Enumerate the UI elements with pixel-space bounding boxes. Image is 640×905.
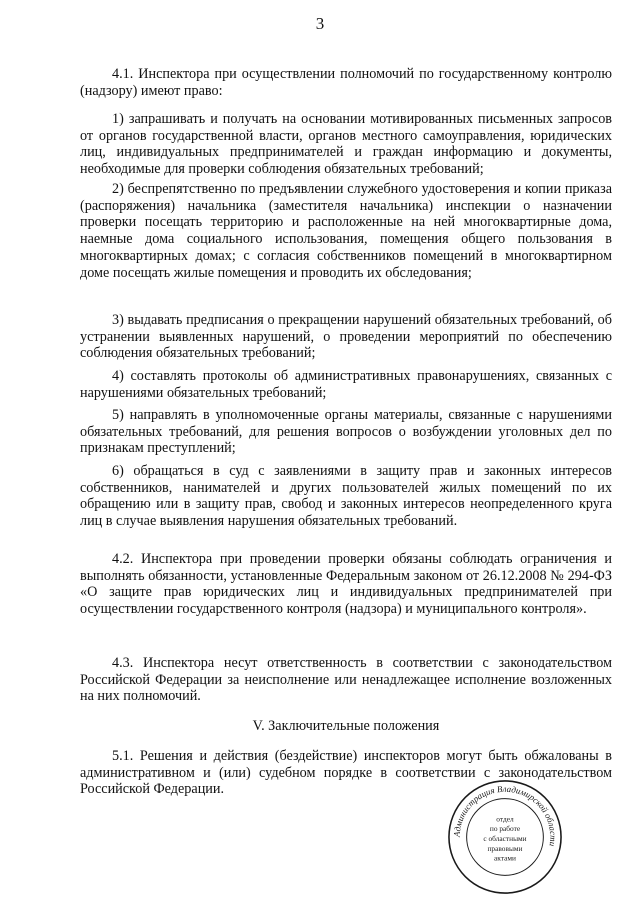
list-item-6: 6) обращаться в суд с заявлениями в защиту прав и законных интересов собственников, нанимателей и других пользователей жилых помещений по их обращению или в защиту прав, свобод и законных интересов неопределенного круга лиц в случае выявления нарушения обязательных требований.	[80, 463, 612, 530]
list-item-3: 3) выдавать предписания о прекращении нарушений обязательных требований, об устранении выявленных нарушений, о проведении мероприятий по обеспечению соблюдения обязательных требований;	[80, 312, 612, 362]
page-number: 3	[315, 14, 325, 33]
paragraph-4-1: 4.1. Инспектора при осуществлении полномочий по государственному контролю (надзору) имеют право:	[80, 66, 612, 99]
svg-text:по работе: по работе	[489, 824, 521, 834]
list-item-1: 1) запрашивать и получать на основании мотивированных письменных запросов от органов государственной власти, органов местного самоуправления, юридических лиц, индивидуальных предпринимателей и граждан информацию и документы, необходимые для проверки соблюдения обязательных требований;	[80, 111, 612, 178]
svg-text:Администрация Владимирской обл: Администрация Владимирской области	[451, 783, 559, 848]
list-item-5: 5) направлять в уполномоченные органы материалы, связанные с нарушениями обязательных требований, для решения вопросов о возбуждении уголовных дел по признакам преступлений;	[80, 407, 612, 457]
official-stamp	[446, 778, 564, 896]
svg-text:актами: актами	[494, 853, 516, 863]
list-item-2: 2) беспрепятственно по предъявлении служебного удостоверения и копии приказа (распоряжения) начальника (заместителя начальника) инспекции о назначении проверки посещать территорию и расположенные на ней многоквартирные дома, наемные дома социального использования, помещения общего пользования в многоквартирных домах; с согласия собственников помещений в многоквартирном доме посещать жилые помещения и проводить их обследования;	[80, 181, 612, 281]
paragraph-5-1: 5.1. Решения и действия (бездействие) инспекторов могут быть обжалованы в административном и (или) судебном порядке в соответствии с законодательством Российской Федерации.	[80, 748, 612, 798]
svg-text:отдел: отдел	[496, 814, 514, 824]
svg-text:с областными: с областными	[483, 833, 527, 843]
svg-text:правовыми: правовыми	[487, 843, 523, 853]
section-heading: V. Заключительные положения	[252, 718, 440, 734]
list-item-4: 4) составлять протоколы об административных правонарушениях, связанных с нарушениями обязательных требований;	[80, 368, 612, 401]
paragraph-4-3: 4.3. Инспектора несут ответственность в соответствии с законодательством Российской Федерации за неисполнение или ненадлежащее исполнение возложенных на них полномочий.	[80, 655, 612, 705]
paragraph-4-2: 4.2. Инспектора при проведении проверки обязаны соблюдать ограничения и выполнять обязанности, установленные Федеральным законом от 26.12.2008 № 294-ФЗ «О защите прав юридических лиц и индивидуальных предпринимателей при осуществлении государственного контроля (надзора) и муниципального контроля».	[80, 551, 612, 618]
